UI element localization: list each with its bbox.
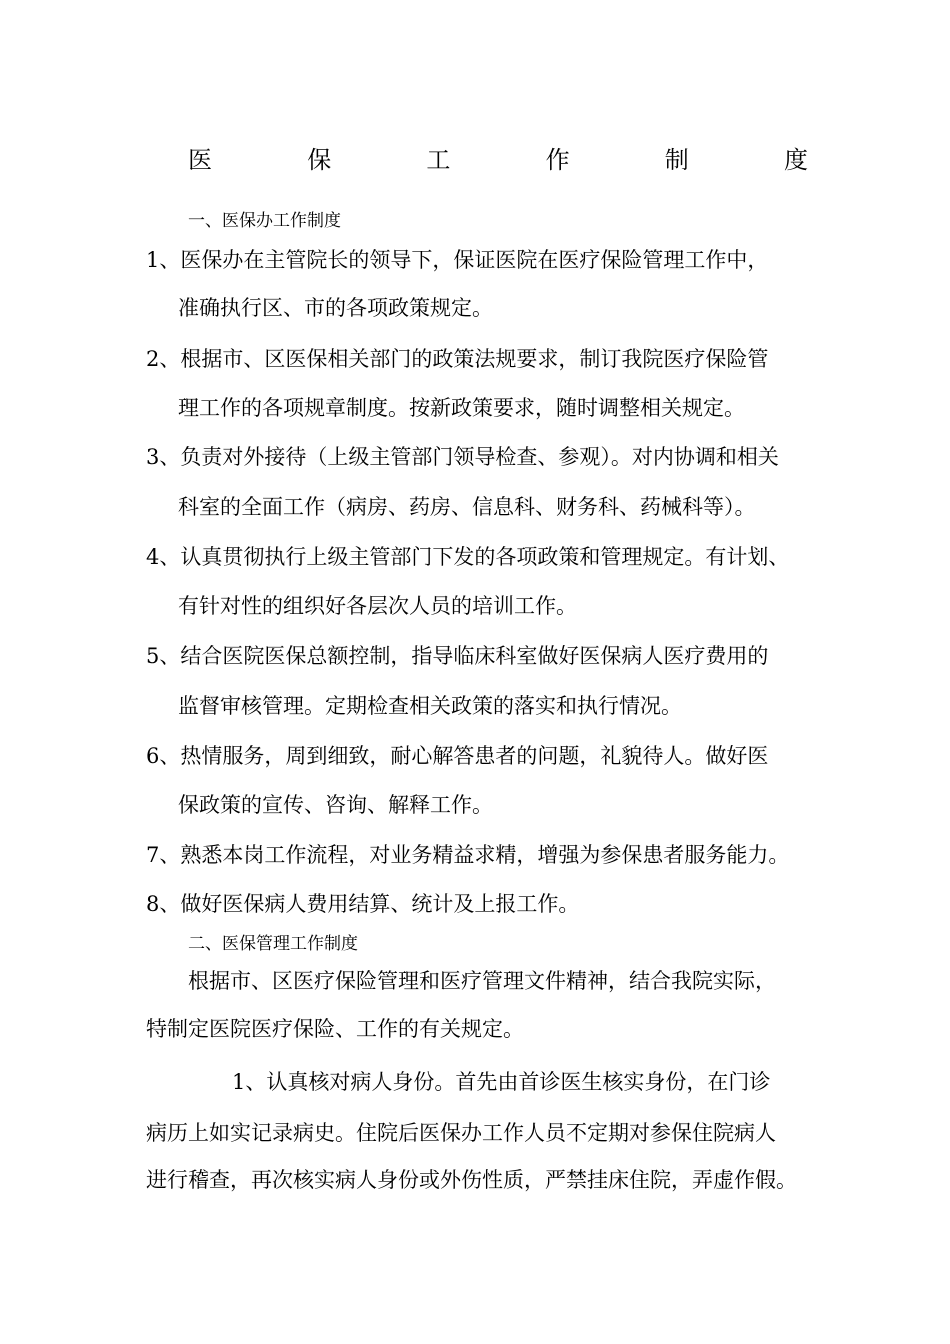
section1-item6-line1: 6、热情服务，周到细致，耐心解答患者的问题，礼貌待人。做好医 (146, 744, 769, 768)
section1-item5-line2: 监督审核管理。定期检查相关政策的落实和执行情况。 (178, 694, 682, 718)
title-char: 工 (426, 146, 451, 174)
section1-item2-line2: 理工作的各项规章制度。按新政策要求，随时调整相关规定。 (178, 396, 745, 420)
section1-item4-line2: 有针对性的组织好各层次人员的培训工作。 (178, 594, 577, 618)
section2-item1-line3: 进行稽查，再次核实病人身份或外伤性质，严禁挂床住院，弄虚作假。 (146, 1168, 797, 1192)
section1-item3-line1: 3、负责对外接待（上级主管部门领导检查、参观）。对内协调和相关 (146, 445, 779, 469)
title-char: 制 (664, 146, 689, 174)
title-char: 作 (545, 146, 570, 174)
section1-heading: 一、医保办工作制度 (188, 211, 341, 231)
section2-item1-line2: 病历上如实记录病史。住院后医保办工作人员不定期对参保住院病人 (146, 1121, 776, 1145)
title-char: 度 (783, 146, 808, 174)
section1-item1-line1: 1、医保办在主管院长的领导下，保证医院在医疗保险管理工作中， (146, 248, 769, 272)
section2-intro-line2: 特制定医院医疗保险、工作的有关规定。 (146, 1017, 524, 1041)
section1-item1-line2: 准确执行区、市的各项政策规定。 (178, 296, 493, 320)
section1-item5-line1: 5、结合医院医保总额控制，指导临床科室做好医保病人医疗费用的 (146, 644, 769, 668)
document-title (188, 142, 808, 178)
section2-item1-line1: 1、认真核对病人身份。首先由首诊医生核实身份，在门诊 (232, 1070, 771, 1094)
section1-item2-line1: 2、根据市、区医保相关部门的政策法规要求，制订我院医疗保险管 (146, 347, 769, 371)
section1-item6-line2: 保政策的宣传、咨询、解释工作。 (178, 793, 493, 817)
section1-item7-line1: 7、熟悉本岗工作流程，对业务精益求精，增强为参保患者服务能力。 (146, 843, 790, 867)
section1-item8-line1: 8、做好医保病人费用结算、统计及上报工作。 (146, 892, 580, 916)
title-char: 保 (307, 146, 332, 174)
section1-item4-line1: 4、认真贯彻执行上级主管部门下发的各项政策和管理规定。有计划、 (146, 545, 790, 569)
title-char: 医 (188, 146, 212, 174)
section2-intro-line1: 根据市、区医疗保险管理和医疗管理文件精神，结合我院实际， (188, 969, 776, 993)
section2-heading: 二、医保管理工作制度 (188, 934, 358, 954)
section1-item3-line2: 科室的全面工作（病房、药房、信息科、财务科、药械科等）。 (178, 495, 756, 519)
